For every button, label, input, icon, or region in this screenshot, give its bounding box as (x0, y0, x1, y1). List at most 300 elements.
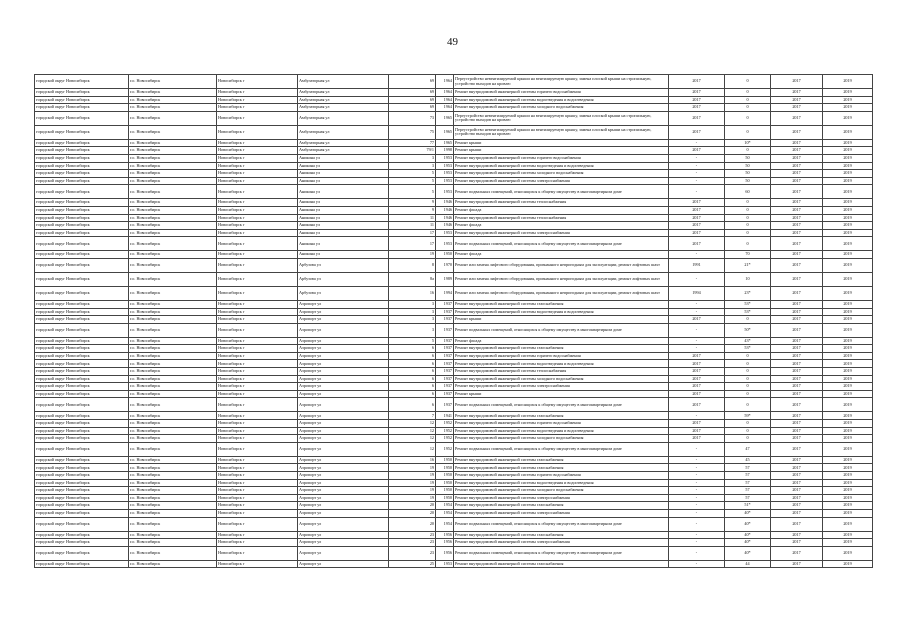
house-number-cell: 19 (389, 472, 436, 480)
build-year-cell: 1952 (436, 442, 454, 456)
last-repair-year-cell: - (669, 162, 725, 170)
plan-start-cell: 2017 (771, 185, 823, 199)
district-cell: г.о. Новосибирск (129, 456, 217, 464)
plan-end-cell: 2019 (823, 75, 873, 89)
street-cell: Арбузова ул (298, 272, 389, 286)
plan-start-cell: 2017 (771, 479, 823, 487)
build-year-cell: 1937 (436, 300, 454, 308)
work-type-cell: Ремонт внутридомовой инженерной системы горячего водоснабжения (454, 472, 669, 480)
work-type-cell: Ремонт внутридомовой инженерной системы электроснабжения (454, 383, 669, 391)
wear-percent-cell: 40* (725, 509, 771, 517)
wear-percent-cell: 0 (725, 214, 771, 222)
district-cell: г.о. Новосибирск (129, 479, 217, 487)
build-year-cell: 1937 (436, 383, 454, 391)
work-type-cell: Ремонт внутридомовой инженерной системы теплоснабжения (454, 199, 669, 207)
wear-percent-cell: 57 (725, 487, 771, 495)
build-year-cell: 1937 (436, 345, 454, 353)
plan-end-cell: 2019 (823, 154, 873, 162)
district-cell: г.о. Новосибирск (129, 185, 217, 199)
table-row (35, 286, 873, 300)
plan-start-cell: 2017 (771, 206, 823, 214)
table-row (35, 104, 873, 112)
wear-percent-cell: 0 (725, 111, 771, 125)
plan-end-cell: 2019 (823, 517, 873, 531)
wear-percent-cell: 57 (725, 472, 771, 480)
district-cell: г.о. Новосибирск (129, 509, 217, 517)
plan-start-cell: 2017 (771, 323, 823, 337)
plan-start-cell: 2017 (771, 89, 823, 97)
district-cell: г.о. Новосибирск (129, 316, 217, 324)
work-type-cell: Ремонт крыши (454, 316, 669, 324)
plan-end-cell: 2019 (823, 258, 873, 272)
plan-end-cell: 2019 (823, 345, 873, 353)
street-cell: Арбузова ул (298, 258, 389, 272)
municipality-cell: городской округ Новосибирск (35, 360, 129, 368)
table-body (35, 75, 873, 568)
house-number-cell: 69 (389, 96, 436, 104)
house-number-cell: 8 (389, 258, 436, 272)
wear-percent-cell: 50* (725, 323, 771, 337)
municipality-cell: городской округ Новосибирск (35, 272, 129, 286)
house-number-cell: 3 (389, 308, 436, 316)
house-number-cell: 5 (389, 337, 436, 345)
locality-cell: Новосибирск г (217, 456, 298, 464)
municipality-cell: городской округ Новосибирск (35, 286, 129, 300)
house-number-cell: 12 (389, 420, 436, 428)
table-row (35, 360, 873, 368)
wear-percent-cell: 57 (725, 494, 771, 502)
house-number-cell: 9 (389, 199, 436, 207)
street-cell: Аэропорт ул (298, 412, 389, 420)
build-year-cell: 1970 (436, 258, 454, 272)
wear-percent-cell: 21* (725, 258, 771, 272)
build-year-cell: 1941 (436, 412, 454, 420)
district-cell: г.о. Новосибирск (129, 323, 217, 337)
plan-end-cell: 2019 (823, 214, 873, 222)
plan-start-cell: 2017 (771, 509, 823, 517)
plan-end-cell: 2019 (823, 316, 873, 324)
plan-end-cell: 2019 (823, 222, 873, 230)
locality-cell: Новосибирск г (217, 258, 298, 272)
last-repair-year-cell: 2017 (669, 125, 725, 139)
build-year-cell: 1937 (436, 337, 454, 345)
build-year-cell: 1965 (436, 111, 454, 125)
last-repair-year-cell: - (669, 308, 725, 316)
house-number-cell: 6 (389, 352, 436, 360)
street-cell: Аникина ул (298, 251, 389, 259)
municipality-cell: городской округ Новосибирск (35, 154, 129, 162)
work-type-cell: Переустройство невентилируемой крыши на вентилируемую крышу, замена плоской крыши на стропильную, устройство выходов на кровлю (454, 125, 669, 139)
plan-end-cell: 2019 (823, 502, 873, 510)
plan-end-cell: 2019 (823, 398, 873, 412)
plan-end-cell: 2019 (823, 272, 873, 286)
house-number-cell: 17 (389, 237, 436, 251)
municipality-cell: городской округ Новосибирск (35, 222, 129, 230)
street-cell: Аэропорт ул (298, 472, 389, 480)
wear-percent-cell: 40* (725, 517, 771, 531)
municipality-cell: городской округ Новосибирск (35, 412, 129, 420)
build-year-cell: 1937 (436, 352, 454, 360)
house-number-cell: 6 (389, 383, 436, 391)
house-number-cell: 16 (389, 456, 436, 464)
locality-cell: Новосибирск г (217, 502, 298, 510)
municipality-cell: городской округ Новосибирск (35, 337, 129, 345)
plan-start-cell: 2017 (771, 464, 823, 472)
last-repair-year-cell: 2017 (669, 237, 725, 251)
build-year-cell: 1956 (436, 539, 454, 547)
district-cell: г.о. Новосибирск (129, 420, 217, 428)
wear-percent-cell: 0 (725, 427, 771, 435)
table-row (35, 96, 873, 104)
last-repair-year-cell: - (669, 251, 725, 259)
last-repair-year-cell: 1991 (669, 258, 725, 272)
table-row (35, 412, 873, 420)
municipality-cell: городской округ Новосибирск (35, 464, 129, 472)
plan-end-cell: 2019 (823, 177, 873, 185)
house-number-cell: 19 (389, 494, 436, 502)
plan-start-cell: 2017 (771, 494, 823, 502)
wear-percent-cell: 47 (725, 442, 771, 456)
build-year-cell: 1937 (436, 360, 454, 368)
wear-percent-cell: 40* (725, 531, 771, 539)
wear-percent-cell: 53* (725, 345, 771, 353)
street-cell: Амбулаторная ул (298, 104, 389, 112)
work-type-cell: Ремонт внутридомовой инженерной системы водоотведения и водоотведения (454, 96, 669, 104)
plan-start-cell: 2017 (771, 258, 823, 272)
last-repair-year-cell: - (669, 494, 725, 502)
build-year-cell: 1964 (436, 96, 454, 104)
plan-end-cell: 2019 (823, 352, 873, 360)
locality-cell: Новосибирск г (217, 104, 298, 112)
street-cell: Аэропорт ул (298, 308, 389, 316)
last-repair-year-cell: - (669, 539, 725, 547)
table-row (35, 352, 873, 360)
plan-start-cell: 2017 (771, 337, 823, 345)
street-cell: Аэропорт ул (298, 456, 389, 464)
house-number-cell: 6 (389, 375, 436, 383)
street-cell: Аэропорт ул (298, 383, 389, 391)
wear-percent-cell: 0 (725, 390, 771, 398)
wear-percent-cell: 0 (725, 229, 771, 237)
table-row (35, 368, 873, 376)
municipality-cell: городской округ Новосибирск (35, 390, 129, 398)
municipality-cell: городской округ Новосибирск (35, 539, 129, 547)
plan-end-cell: 2019 (823, 546, 873, 560)
wear-percent-cell: 50 (725, 170, 771, 178)
wear-percent-cell: 10 (725, 272, 771, 286)
work-type-cell: Переустройство невентилируемой крыши на вентилируемую крышу, замена плоской крыши на стропильную, устройство выходов на кровлю (454, 75, 669, 89)
municipality-cell: городской округ Новосибирск (35, 300, 129, 308)
wear-percent-cell: 0 (725, 75, 771, 89)
street-cell: Амбулаторная ул (298, 89, 389, 97)
district-cell: г.о. Новосибирск (129, 199, 217, 207)
table-row (35, 300, 873, 308)
house-number-cell: 6 (389, 360, 436, 368)
wear-percent-cell: 0 (725, 199, 771, 207)
district-cell: г.о. Новосибирск (129, 206, 217, 214)
last-repair-year-cell: 2017 (669, 420, 725, 428)
locality-cell: Новосибирск г (217, 539, 298, 547)
district-cell: г.о. Новосибирск (129, 472, 217, 480)
last-repair-year-cell: 2017 (669, 214, 725, 222)
locality-cell: Новосибирск г (217, 390, 298, 398)
build-year-cell: 1937 (436, 390, 454, 398)
table-row (35, 251, 873, 259)
municipality-cell: городской округ Новосибирск (35, 531, 129, 539)
district-cell: г.о. Новосибирск (129, 337, 217, 345)
street-cell: Аэропорт ул (298, 398, 389, 412)
work-type-cell: Ремонт подвальных помещений, относящихся к общему имуществу в многоквартирном доме (454, 546, 669, 560)
plan-start-cell: 2017 (771, 345, 823, 353)
plan-end-cell: 2019 (823, 96, 873, 104)
street-cell: Аэропорт ул (298, 531, 389, 539)
house-number-cell: 11 (389, 222, 436, 230)
municipality-cell: городской округ Новосибирск (35, 177, 129, 185)
table-row (35, 539, 873, 547)
street-cell: Амбулаторная ул (298, 111, 389, 125)
table-row (35, 229, 873, 237)
district-cell: г.о. Новосибирск (129, 170, 217, 178)
house-number-cell: 20 (389, 502, 436, 510)
street-cell: Аникина ул (298, 170, 389, 178)
district-cell: г.о. Новосибирск (129, 89, 217, 97)
wear-percent-cell: 0 (725, 420, 771, 428)
build-year-cell: 1994 (436, 286, 454, 300)
plan-end-cell: 2019 (823, 442, 873, 456)
wear-percent-cell: 0 (725, 206, 771, 214)
municipality-cell: городской округ Новосибирск (35, 237, 129, 251)
street-cell: Аэропорт ул (298, 300, 389, 308)
locality-cell: Новосибирск г (217, 272, 298, 286)
last-repair-year-cell: 2017 (669, 398, 725, 412)
street-cell: Аэропорт ул (298, 464, 389, 472)
street-cell: Аэропорт ул (298, 479, 389, 487)
wear-percent-cell: 0 (725, 398, 771, 412)
plan-end-cell: 2019 (823, 170, 873, 178)
work-type-cell: Ремонт внутридомовой инженерной системы водоотведения и водоотведения (454, 308, 669, 316)
municipality-cell: городской округ Новосибирск (35, 96, 129, 104)
district-cell: г.о. Новосибирск (129, 412, 217, 420)
locality-cell: Новосибирск г (217, 111, 298, 125)
municipality-cell: городской округ Новосибирск (35, 323, 129, 337)
build-year-cell: 1937 (436, 368, 454, 376)
house-number-cell: 69 (389, 104, 436, 112)
last-repair-year-cell: 2017 (669, 435, 725, 443)
plan-start-cell: 2017 (771, 435, 823, 443)
district-cell: г.о. Новосибирск (129, 464, 217, 472)
street-cell: Аникина ул (298, 199, 389, 207)
wear-percent-cell: 40* (725, 539, 771, 547)
plan-end-cell: 2019 (823, 337, 873, 345)
municipality-cell: городской округ Новосибирск (35, 162, 129, 170)
street-cell: Аникина ул (298, 214, 389, 222)
locality-cell: Новосибирск г (217, 251, 298, 259)
last-repair-year-cell: 2017 (669, 96, 725, 104)
last-repair-year-cell: - (669, 456, 725, 464)
plan-end-cell: 2019 (823, 435, 873, 443)
build-year-cell: 1952 (436, 427, 454, 435)
wear-percent-cell: 0 (725, 316, 771, 324)
district-cell: г.о. Новосибирск (129, 383, 217, 391)
last-repair-year-cell: - (669, 170, 725, 178)
district-cell: г.о. Новосибирск (129, 162, 217, 170)
plan-start-cell: 2017 (771, 456, 823, 464)
plan-start-cell: 2017 (771, 139, 823, 147)
municipality-cell: городской округ Новосибирск (35, 75, 129, 89)
work-type-cell: Ремонт или замена лифтового оборудования, признанного непригодным для эксплуатации, ремонт лифтовых шахт (454, 286, 669, 300)
wear-percent-cell: 0 (725, 237, 771, 251)
last-repair-year-cell: 2017 (669, 390, 725, 398)
wear-percent-cell: 57 (725, 464, 771, 472)
build-year-cell: 1950 (436, 456, 454, 464)
last-repair-year-cell: 2017 (669, 222, 725, 230)
municipality-cell: городской округ Новосибирск (35, 398, 129, 412)
table-row (35, 517, 873, 531)
district-cell: г.о. Новосибирск (129, 286, 217, 300)
build-year-cell: 1953 (436, 162, 454, 170)
plan-end-cell: 2019 (823, 111, 873, 125)
plan-end-cell: 2019 (823, 539, 873, 547)
street-cell: Аникина ул (298, 154, 389, 162)
plan-start-cell: 2017 (771, 222, 823, 230)
last-repair-year-cell: - (669, 323, 725, 337)
plan-end-cell: 2019 (823, 531, 873, 539)
table-row (35, 272, 873, 286)
last-repair-year-cell: 2017 (669, 360, 725, 368)
build-year-cell: 1950 (436, 494, 454, 502)
last-repair-year-cell: 2017 (669, 89, 725, 97)
wear-percent-cell: 70 (725, 251, 771, 259)
work-type-cell: Ремонт внутридомовой инженерной системы электроснабжения (454, 494, 669, 502)
street-cell: Аэропорт ул (298, 435, 389, 443)
work-type-cell: Ремонт подвальных помещений, относящихся к общему имуществу в многоквартирном доме (454, 398, 669, 412)
plan-end-cell: 2019 (823, 509, 873, 517)
house-number-cell: 20 (389, 509, 436, 517)
street-cell: Аэропорт ул (298, 390, 389, 398)
last-repair-year-cell: 2017 (669, 375, 725, 383)
build-year-cell: 1965 (436, 139, 454, 147)
last-repair-year-cell: 1994 (669, 286, 725, 300)
table-row (35, 323, 873, 337)
work-type-cell: Ремонт внутридомовой инженерной системы холодного водоснабжения (454, 487, 669, 495)
build-year-cell: 1998 (436, 147, 454, 155)
plan-start-cell: 2017 (771, 125, 823, 139)
street-cell: Аэропорт ул (298, 487, 389, 495)
district-cell: г.о. Новосибирск (129, 308, 217, 316)
district-cell: г.о. Новосибирск (129, 237, 217, 251)
table-row (35, 75, 873, 89)
district-cell: г.о. Новосибирск (129, 139, 217, 147)
table-row (35, 509, 873, 517)
work-type-cell: Ремонт внутридомовой инженерной системы горячего водоснабжения (454, 89, 669, 97)
build-year-cell: 1964 (436, 89, 454, 97)
plan-end-cell: 2019 (823, 206, 873, 214)
work-type-cell: Ремонт внутридомовой инженерной системы горячего водоснабжения (454, 420, 669, 428)
house-number-cell: 6 (389, 390, 436, 398)
municipality-cell: городской округ Новосибирск (35, 125, 129, 139)
plan-start-cell: 2017 (771, 251, 823, 259)
plan-end-cell: 2019 (823, 420, 873, 428)
street-cell: Аэропорт ул (298, 560, 389, 568)
plan-end-cell: 2019 (823, 560, 873, 568)
plan-start-cell: 2017 (771, 308, 823, 316)
locality-cell: Новосибирск г (217, 546, 298, 560)
plan-end-cell: 2019 (823, 125, 873, 139)
build-year-cell: 1950 (436, 472, 454, 480)
municipality-cell: городской округ Новосибирск (35, 111, 129, 125)
district-cell: г.о. Новосибирск (129, 360, 217, 368)
district-cell: г.о. Новосибирск (129, 352, 217, 360)
plan-start-cell: 2017 (771, 147, 823, 155)
house-number-cell: 5 (389, 177, 436, 185)
district-cell: г.о. Новосибирск (129, 75, 217, 89)
locality-cell: Новосибирск г (217, 345, 298, 353)
locality-cell: Новосибирск г (217, 337, 298, 345)
locality-cell: Новосибирск г (217, 435, 298, 443)
table-row (35, 111, 873, 125)
work-type-cell: Ремонт фасада (454, 206, 669, 214)
build-year-cell: 1952 (436, 420, 454, 428)
work-type-cell: Ремонт внутридомовой инженерной системы газоснабжения (454, 560, 669, 568)
house-number-cell: 69 (389, 75, 436, 89)
table-row (35, 89, 873, 97)
table-row (35, 375, 873, 383)
locality-cell: Новосибирск г (217, 368, 298, 376)
wear-percent-cell: 0 (725, 352, 771, 360)
table-row (35, 487, 873, 495)
house-number-cell: 12 (389, 442, 436, 456)
last-repair-year-cell: 2017 (669, 104, 725, 112)
plan-start-cell: 2017 (771, 420, 823, 428)
plan-end-cell: 2019 (823, 139, 873, 147)
locality-cell: Новосибирск г (217, 170, 298, 178)
municipality-cell: городской округ Новосибирск (35, 352, 129, 360)
plan-start-cell: 2017 (771, 170, 823, 178)
locality-cell: Новосибирск г (217, 316, 298, 324)
last-repair-year-cell: - (669, 546, 725, 560)
plan-start-cell: 2017 (771, 472, 823, 480)
build-year-cell: 1950 (436, 479, 454, 487)
last-repair-year-cell: - (669, 337, 725, 345)
last-repair-year-cell: 2017 (669, 199, 725, 207)
wear-percent-cell: 0 (725, 360, 771, 368)
plan-end-cell: 2019 (823, 308, 873, 316)
district-cell: г.о. Новосибирск (129, 531, 217, 539)
table-row (35, 206, 873, 214)
build-year-cell: 1950 (436, 487, 454, 495)
work-type-cell: Ремонт фасада (454, 337, 669, 345)
district-cell: г.о. Новосибирск (129, 104, 217, 112)
district-cell: г.о. Новосибирск (129, 487, 217, 495)
house-number-cell: 8а (389, 272, 436, 286)
plan-start-cell: 2017 (771, 375, 823, 383)
street-cell: Аэропорт ул (298, 368, 389, 376)
municipality-cell: городской округ Новосибирск (35, 368, 129, 376)
last-repair-year-cell: - (669, 487, 725, 495)
work-type-cell: Ремонт фасада (454, 251, 669, 259)
work-type-cell: Ремонт внутридомовой инженерной системы электроснабжения (454, 229, 669, 237)
plan-start-cell: 2017 (771, 352, 823, 360)
table-row (35, 442, 873, 456)
street-cell: Аэропорт ул (298, 360, 389, 368)
work-type-cell: Ремонт внутридомовой инженерной системы холодного водоснабжения (454, 435, 669, 443)
page-number: 49 (447, 36, 458, 48)
district-cell: г.о. Новосибирск (129, 546, 217, 560)
plan-end-cell: 2019 (823, 487, 873, 495)
table-row (35, 308, 873, 316)
plan-start-cell: 2017 (771, 199, 823, 207)
street-cell: Аэропорт ул (298, 539, 389, 547)
